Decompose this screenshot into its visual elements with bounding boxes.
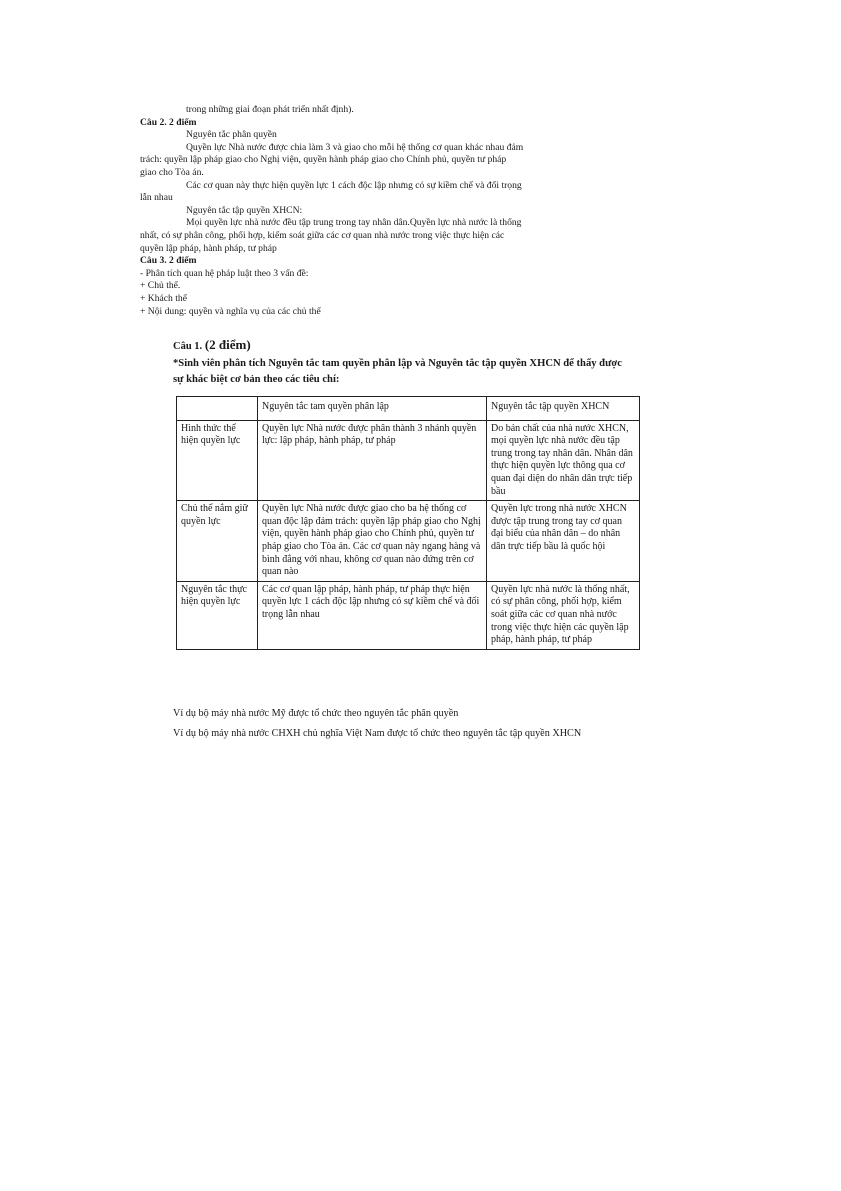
text-line: Các cơ quan này thực hiện quyền lực 1 cách độc lập nhưng có sự kiềm chế và đối trọng [186,179,522,191]
answer-section-top [140,104,660,318]
text-line: - Phân tích quan hệ pháp luật theo 3 vấn đề: [140,267,309,279]
example-line: Ví dụ bộ máy nhà nước CHXH chủ nghĩa Việt Nam được tổ chức theo nguyên tắc tập quyền XHCN [173,728,582,739]
text-line: Mọi quyền lực nhà nước đều tập trung trong tay nhân dân.Quyền lực nhà nước là thống [186,217,522,229]
table-cell: Quyền lực trong nhà nước XHCN được tập trung trong tay cơ quan đại biểu của nhân dân – do nhân dân trực tiếp bầu là quốc hội [487,501,640,582]
table-cell: Quyền lực Nhà nước được phân thành 3 nhánh quyền lực: lập pháp, hành pháp, tư pháp [258,420,487,501]
table-cell: Các cơ quan lập pháp, hành pháp, tư pháp thực hiện quyền lực 1 cách độc lập nhưng có sự kiềm chế và đối trọng lẫn nhau [258,581,487,649]
row-label: Nguyên tắc thực hiện quyền lực [177,581,258,649]
header-cell [177,397,258,421]
text-line: lẫn nhau [140,192,173,204]
text-line: nhất, có sự phân công, phối hợp, kiểm soát giữa các cơ quan nhà nước trong việc thực hiện các [140,229,505,241]
question-3-heading: Câu 3. 2 điểm [140,255,197,267]
header-cell: Nguyên tắc tam quyền phân lập [258,397,487,421]
text-line: trách: quyền lập pháp giao cho Nghị viện, quyền hành pháp giao cho Chính phủ, quyền tư pháp [140,154,507,166]
table-cell: Quyền lực nhà nước là thống nhất, có sự phân công, phối hợp, kiểm soát giữa các cơ quan nhà nước trong việc thực hiện các quyền lập pháp, hành pháp, tư pháp [487,581,640,649]
text-line: + Nội dung: quyền và nghĩa vụ của các chủ thể [140,305,321,317]
text-line: + Chủ thể. [140,280,181,292]
text-line: giao cho Tòa án. [140,166,204,178]
table-row [177,501,640,582]
question-1-intro: sự khác biệt cơ bản theo các tiêu chí: [173,374,340,385]
example-line: Ví dụ bộ máy nhà nước Mỹ được tổ chức theo nguyên tắc phân quyền [173,708,459,719]
text-line: Quyền lực Nhà nước được chia làm 3 và giao cho mỗi hệ thống cơ quan khác nhau đảm [186,141,524,153]
question-1-prefix: Câu 1. [173,341,205,352]
question-2-heading: Câu 2. 2 điểm [140,116,197,128]
question-1-section [173,336,653,388]
header-cell: Nguyên tắc tập quyền XHCN [487,397,640,421]
text-line: trong những giai đoạn phát triển nhất định). [186,104,354,115]
row-label: Chủ thể nắm giữ quyền lực [177,501,258,582]
table-cell: Do bản chất của nhà nước XHCN, mọi quyền lực nhà nước đều tập trung trong tay nhân dân. Nhân dân thực hiện quyền lực thông qua cơ quan đại diện do nhân dân trực tiếp bầu [487,420,640,501]
comparison-table [176,396,640,650]
question-1-heading [173,336,653,356]
text-line: quyền lập pháp, hành pháp, tư pháp [140,242,277,254]
text-line: Nguyên tắc phân quyền [186,129,277,141]
question-1-points: (2 điểm) [204,337,251,352]
text-line: + Khách thể [140,292,187,304]
row-label: Hình thức thể hiện quyền lực [177,420,258,501]
text-line: Nguyên tắc tập quyền XHCN: [186,204,303,216]
table-row [177,420,640,501]
table-row [177,581,640,649]
table-header-row [177,397,640,421]
table-cell: Quyền lực Nhà nước được giao cho ba hệ thống cơ quan độc lập đảm trách: quyền lập pháp giao cho Nghị viện, quyền hành pháp giao cho Chính phủ, quyền tư pháp giao cho Tòa án. Các cơ quan này ngang hàng và bình đẳng với nhau, không cơ quan nào đứng trên cơ quan nào [258,501,487,582]
question-1-intro: *Sinh viên phân tích Nguyên tắc tam quyền phân lập và Nguyên tắc tập quyền XHCN để thấy được [173,358,622,369]
